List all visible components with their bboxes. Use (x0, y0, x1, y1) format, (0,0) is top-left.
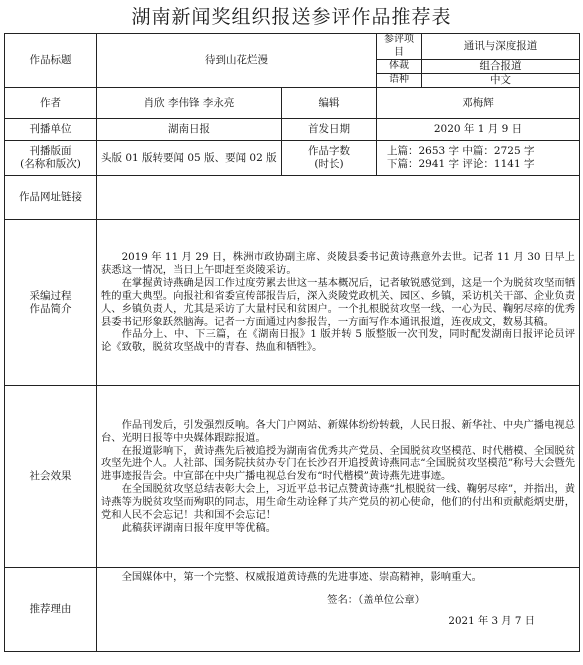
count-label-line2: (时长) (314, 158, 344, 171)
author-value: 肖欣 李伟锋 李永亮 (97, 88, 282, 119)
process-label-line1: 采编过程 (29, 289, 72, 302)
process-paragraph: 2019 年 11 月 29 日，株洲市政协副主席、炎陵县委书记黄诗燕意外去世。记者 11 月 30 日早上获悉这一情况，当日上午即赶至炎陵采访。 (101, 251, 575, 277)
editor-label: 编辑 (282, 88, 377, 119)
signature-line: 签名：（盖单位公章） (327, 594, 425, 607)
language-value: 中文 (422, 74, 580, 88)
genre-label: 体裁 (377, 60, 422, 74)
layout-value: 头版 01 版转要闻 05 版、要闻 02 版 (97, 141, 282, 176)
reason-date: 2021 年 3 月 7 日 (448, 614, 535, 627)
effect-paragraph: 作品刊发后，引发强烈反响。各大门户网站、新媒体纷纷转载，人民日报、新华社、中央广播电视总台、光明日报等中央媒体跟踪报道。 (101, 418, 575, 444)
effect-paragraph: 此稿获评湖南日报年度甲等优稿。 (121, 521, 277, 534)
count-line1: 上篇：2653 字 中篇：2725 字 (387, 145, 535, 158)
url-label: 作品网址链接 (5, 176, 97, 220)
editor-value: 邓梅辉 (377, 88, 580, 119)
project-label: 参评项目 (377, 34, 422, 60)
unit-value: 湖南日报 (97, 119, 282, 141)
effect-paragraph: 在报道影响下，黄诗燕先后被追授为湖南省优秀共产党员、全国脱贫攻坚模范、时代楷模、全国脱贫攻坚先进个人。人社部、国务院扶贫办专门在长沙召开追授黄诗燕同志“全国脱贫攻坚模范”称号大会暨先进事迹报告会。中宣部在中央广播电视总台发布“时代楷模”黄诗燕先进事迹。 (101, 444, 575, 483)
language-label: 语种 (377, 74, 422, 88)
process-label-line2: 作品简介 (29, 302, 72, 315)
effect-label: 社会效果 (5, 386, 97, 568)
reason-label: 推荐理由 (5, 568, 97, 652)
count-line2: 下篇：2941 字 评论：1141 字 (387, 158, 535, 171)
layout-label (5, 141, 97, 176)
unit-label: 刊播单位 (5, 119, 97, 141)
count-value (377, 141, 580, 176)
title-label: 作品标题 (5, 34, 97, 88)
layout-label-line1: 刊播版面 (29, 145, 72, 158)
reason-content (97, 568, 580, 652)
title-value: 待到山花烂漫 (97, 34, 377, 88)
project-value: 通讯与深度报道 (422, 34, 580, 60)
count-label-line1: 作品字数 (308, 145, 350, 158)
effect-paragraph: 在全国脱贫攻坚总结表彰大会上，习近平总书记点赞黄诗燕“扎根脱贫一线、鞠躬尽瘁”，并指出，黄诗燕等为脱贫攻坚而殉职的同志，用生命生动诠释了共产党员的初心使命，他们的付出和贡献彪炳史册，党和人民不会忘记！共和国不会忘记！ (101, 483, 575, 521)
url-value (97, 176, 580, 220)
date-label: 首发日期 (282, 119, 377, 141)
genre-value: 组合报道 (422, 60, 580, 74)
form-title: 湖南新闻奖组织报送参评作品推荐表 (131, 6, 452, 28)
process-paragraph: 在掌握黄诗燕确是因工作过度劳累去世这一基本概况后，记者敏锐感觉到，这是一个为脱贫攻坚而牺牲的重大典型。向报社和省委宣传部报告后，深入炎陵党政机关、园区、乡镇，采访机关干部、企业负责人、乡镇负责人，尤其是采访了大量村民和贫困户。一个扎根脱贫攻坚一线、一心为民、鞠躬尽瘁的优秀县委书记形象跃然脑海。记者一方面通过内参报告，一方面写作本通讯报道，连夜成文，数易其稿。 (101, 277, 575, 328)
layout-label-line2: (名称和版次) (20, 158, 81, 171)
recommendation-table (4, 33, 580, 652)
process-paragraph: 作品分上、中、下三篇，在《湖南日报》1 版并转 5 版整版一次刊发，同时配发湖南日报评论员评论《致敬，脱贫攻坚战中的青春、热血和牺牲》。 (101, 328, 575, 354)
author-label: 作者 (5, 88, 97, 119)
count-label (282, 141, 377, 176)
process-label (5, 220, 97, 386)
reason-text: 全国媒体中，第一个完整、权威报道黄诗燕的先进事迹、崇高精神，影响重大。 (121, 571, 482, 584)
date-value: 2020 年 1 月 9 日 (377, 119, 580, 141)
process-content (97, 220, 580, 386)
effect-content (97, 386, 580, 568)
